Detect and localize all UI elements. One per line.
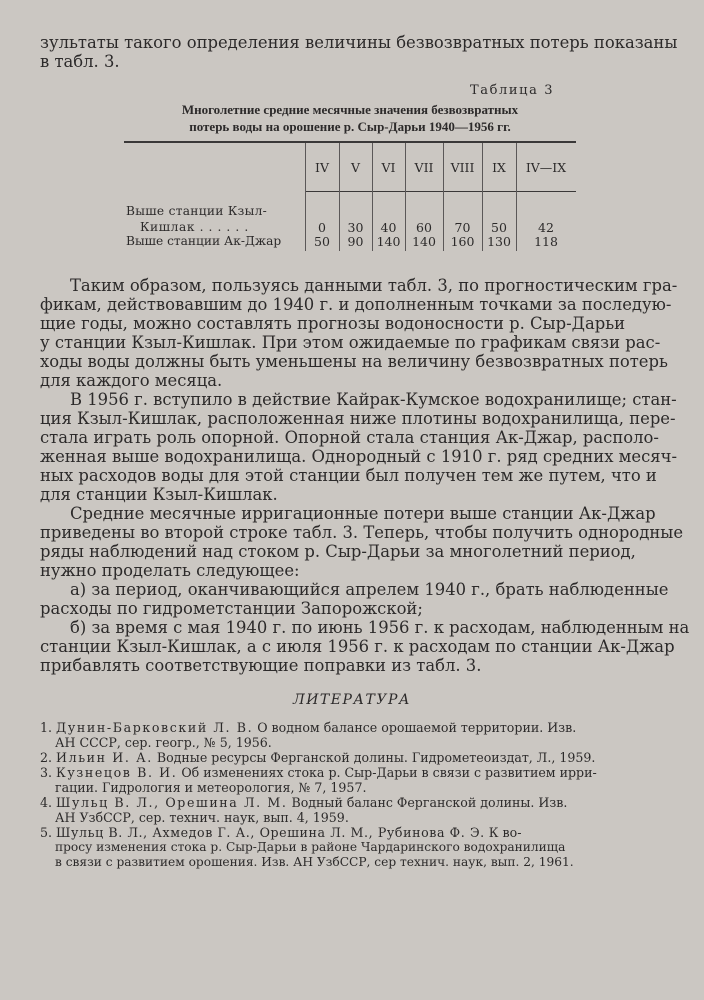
text-line: ходы воды должны быть уменьшены на величину безвозвратных потерь [40,352,668,371]
table-header-rule [305,191,576,192]
table-cell: 50 [491,220,507,235]
reference-text: К во- [484,825,522,840]
text-line: прибавлять соответствующие поправки из табл. 3. [40,656,482,675]
reference-text: Водные ресурсы Ферганской долины. Гидрометеоиздат, Л., 1959. [152,750,596,765]
intro-line: в табл. 3. [40,52,120,71]
text-line: б) за время с мая 1940 г. по июнь 1956 г. к расходам, наблюденным на [70,618,690,637]
reference-num: 1. [40,720,53,735]
reference-cont: гации. Гидрология и метеорология, № 7, 1957. [55,780,367,795]
reference-item [40,750,595,765]
reference-cont: АН СССР, сер. геогр., № 5, 1956. [55,735,272,750]
text-line: ряды наблюдений над стоком р. Сыр-Дарьи за многолетний период, [40,542,636,561]
reference-text: О водном балансе орошаемой территории. Изв. [253,720,577,735]
col-header: VIII [450,160,475,175]
text-line: стала играть роль опорной. Опорной стала станция Ак-Джар, располо- [40,428,659,447]
reference-item [40,765,597,780]
table-cell: 90 [347,234,364,249]
col-header: VII [414,160,434,175]
table-label: Таблица 3 [470,83,555,98]
text-line: ных расходов воды для этой станции был получен тем же путем, что и [40,466,657,485]
table-cell: 140 [412,234,436,249]
text-line: приведены во второй строке табл. 3. Теперь, чтобы получить однородные [40,523,684,542]
text-line: для станции Кзыл-Кишлак. [40,485,278,504]
table-cell: 60 [416,220,432,235]
text-line: Таким образом, пользуясь данными табл. 3, по прогностическим гра- [70,276,678,295]
text-line: у станции Кзыл-Кишлак. При этом ожидаемые по графикам связи рас- [40,333,661,352]
reference-item [40,825,521,840]
table-cell: 0 [318,220,326,235]
reference-author: Шульц В. Л., Орешина Л. М. [56,795,288,810]
table-cell: 160 [450,234,475,249]
reference-author: Кузнецов В. И. [56,765,178,780]
table-caption [120,101,580,135]
col-header: V [350,160,361,175]
reference-author: Шульц В. Л., Ахмедов Г. А., Орешина Л. М., Рубинова Ф. Э. [56,825,485,840]
col-header: IV—IX [525,160,567,175]
reference-num: 3. [40,765,53,780]
reference-item [40,795,567,810]
table-cell: 50 [314,234,330,249]
text-line: нужно проделать следующее: [40,561,300,580]
table-cell: 42 [538,220,554,235]
reference-num: 5. [40,825,53,840]
reference-author: Дунин-Барковский Л. В. [56,720,254,735]
table-cell: 40 [380,220,397,235]
reference-cont: просу изменения стока р. Сыр-Дарьи в районе Чардаринского водохранилища [55,840,566,854]
table-caption-line: потерь воды на орошение р. Сыр-Дарьи 1940—1956 гг. [189,119,511,134]
reference-text: Об изменениях стока р. Сыр-Дарьи в связи с развитием ирри- [177,765,597,780]
reference-num: 2. [40,750,53,765]
text-line: Средние месячные ирригационные потери выше станции Ак-Джар [70,504,656,523]
intro-line: зультаты такого определения величины безвозвратных потерь показаны [40,33,678,52]
reference-text: Водный баланс Ферганской долины. Изв. [287,795,568,810]
literature-heading: ЛИТЕРАТУРА [293,692,411,708]
table-cell: 118 [534,234,558,249]
col-header: IV [315,160,329,175]
table-cell: 130 [487,234,511,249]
reference-author: Ильин И. А. [56,750,153,765]
table-cell: 140 [376,234,401,249]
col-header: VI [381,160,396,175]
reference-cont: АН УзбССР, сер. технич. наук, вып. 4, 1959. [55,810,349,825]
text-line: расходы по гидрометстанции Запорожской; [40,599,423,618]
text-line: станции Кзыл-Кишлак, а с июля 1956 г. к расходам по станции Ак-Джар [40,637,675,656]
table-caption-line: Многолетние средние месячные значения безвозвратных [181,102,519,117]
reference-item [40,720,576,735]
text-line: для каждого месяца. [40,371,223,390]
col-header: IX [492,160,506,175]
row-label: Выше станции Ак-Джар [126,234,282,248]
reference-cont: в связи с развитием орошения. Изв. АН УзбССР, сер технич. наук, вып. 2, 1961. [55,855,574,869]
row-label: Кишлак . . . . . . [140,220,249,234]
text-line: а) за период, оканчивающийся апрелем 1940 г., брать наблюденные [70,580,669,599]
text-line: женная выше водохранилища. Однородный с 1910 г. ряд средних месяч- [40,447,677,466]
table-cell: 70 [454,220,471,235]
text-line: В 1956 г. вступило в действие Кайрак-Кумское водохранилище; стан- [70,390,677,409]
text-line: щие годы, можно составлять прогнозы водоносности р. Сыр-Дарьи [40,314,626,333]
reference-num: 4. [40,795,53,810]
row-label: Выше станции Кзыл- [126,204,268,218]
table-top-rule [124,141,576,143]
table-cell: 30 [347,220,364,235]
text-line: фикам, действовавшим до 1940 г. и дополненным точками за последую- [40,295,672,314]
text-line: ция Кзыл-Кишлак, расположенная ниже плотины водохранилища, пере- [40,409,676,428]
